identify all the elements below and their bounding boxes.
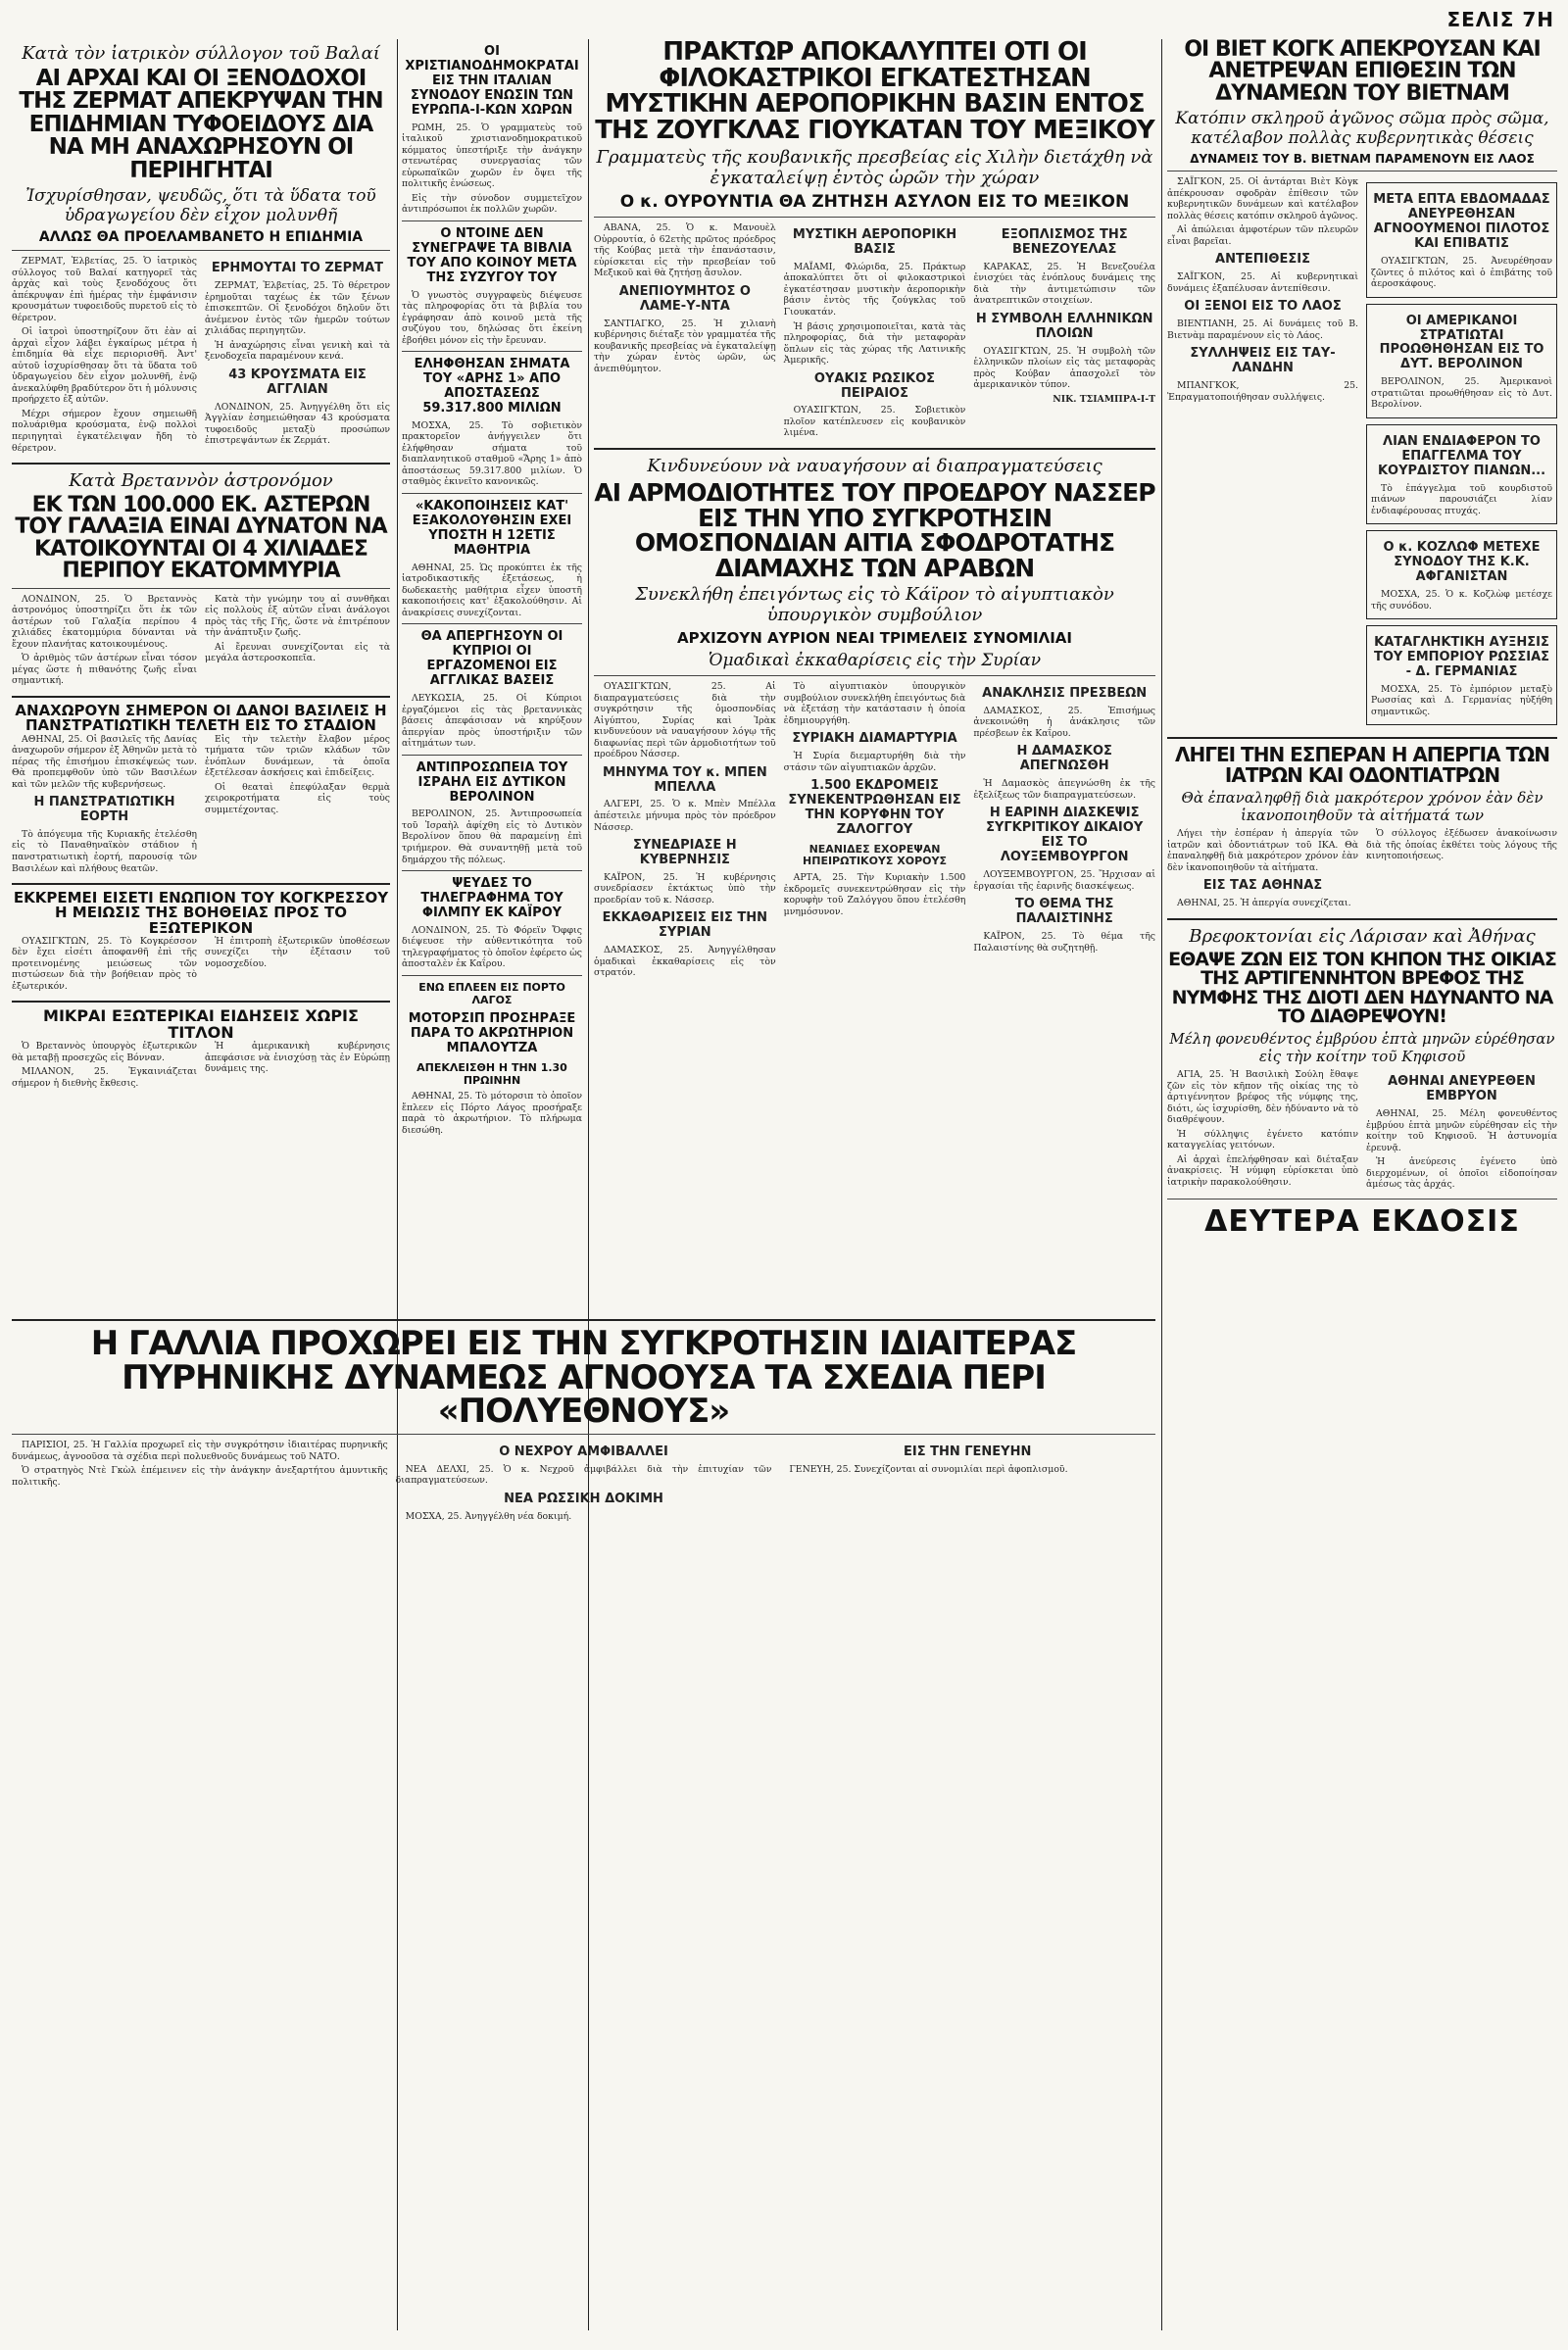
subhead-cabinet: Συνεκλήθη ἐπειγόντως εἰς τὸ Κάϊρον τὸ αἰγυπτιακὸν ὑπουργικὸν συμβούλιον xyxy=(635,584,1114,625)
mini-head-syria-purge: ΕΚΚΑΘΑΡΙΣΕΙΣ ΕΙΣ ΤΗΝ ΣΥΡΙΑΝ xyxy=(602,910,767,941)
article-motorship-body: ΑΘΗΝΑΙ, 25. Τὸ μότορσιπ τὸ ὁποῖον ἔπλεεν εἰς Πόρτο Λάγος προσήραξε παρὰ τὸ ἀκρωτήριον. Τὸ πλήρωμα διεσώθη. xyxy=(402,1091,582,1136)
column-second xyxy=(402,39,582,1303)
headline-schoolgirl: «ΚΑΚΟΠΟΙΗΣΕΙΣ ΚΑΤ' ΕΞΑΚΟΛΟΥΘΗΣΙΝ ΕΧΕΙ ΥΠΟΣΤΗ Η 12ΕΤΙΣ ΜΑΘΗΤΡΙΑ xyxy=(412,498,572,558)
mini-head-soviet-test: ΝΕΑ ΡΩΣΣΙΚΗ ΔΟΚΙΜΗ xyxy=(504,1491,663,1506)
headline-philby: ΨΕΥΔΕΣ ΤΟ ΤΗΛΕΓΡΑΦΗΜΑ ΤΟΥ ΦΙΛΜΠΥ ΕΚ ΚΑΪΡΟΥ xyxy=(420,876,564,920)
headline-motorship: ΜΟΤΟΡΣΙΠ ΠΡΟΣΗΡΑΞΕ ΠΑΡΑ ΤΟ ΑΚΡΩΤΗΡΙΟΝ ΜΠΑΛΟΥΤΖΑ xyxy=(408,1011,576,1056)
subhead-zermatt: Ἰσχυρίσθησαν, ψευδῶς, ὅτι τὰ ὕδατα τοῦ ὑδραγωγείου δὲν εἶχον μολυνθῆ xyxy=(25,186,376,226)
headline-france-nuclear: Η ΓΑΛΛΙΑ ΠΡΟΧΩΡΕΙ ΕΙΣ ΤΗΝ ΣΥΓΚΡΟΤΗΣΙΝ ΙΔΙΑΙΤΕΡΑΣ ΠΥΡΗΝΙΚΗΣ ΔΥΝΑΜΕΩΣ ΑΓΝΟΟΥΣΑ ΤΑ ΣΧΕΔΙΑ ΠΕΡΙ «ΠΟΛΥΕΘΝΟΥΣ» xyxy=(90,1324,1077,1432)
headline-cyprus-strike: ΘΑ ΑΠΕΡΓΗΣΟΥΝ ΟΙ ΚΥΠΡΙΟΙ ΟΙ ΕΡΓΑΖΟΜΕΝΟΙ ΕΙΣ ΑΓΓΛΙΚΑΣ ΒΑΣΕΙΣ xyxy=(420,629,564,689)
mini-head-foreigners: ΟΙ ΞΕΝΟΙ ΕΙΣ ΤΟ ΛΑΟΣ xyxy=(1184,299,1342,315)
subhead-talks: ΑΡΧΙΖΟΥΝ ΑΥΡΙΟΝ ΝΕΑΙ ΤΡΙΜΕΛΕΙΣ ΣΥΝΟΜΙΛΙΑΙ xyxy=(677,629,1072,647)
article-france-body: ΠΑΡΙΣΙΟΙ, 25. Ἡ Γαλλία προχωρεῖ εἰς τὴν συγκρότησιν ἰδιαιτέρας πυρηνικῆς δυνάμεως, ἀγνοοῦσα τὰ σχέδια περὶ πολυεθνοῦς δυνάμεως τοῦ ΝΑΤΟ. Ὁ στρατηγὸς Ντὲ Γκὼλ ἐπέμεινεν εἰς τὴν ἀνάγκην ἀνεξαρτήτου ἀμυντικῆς πολιτικῆς. Ο ΝΕΧΡΟΥ ΑΜΦΙΒΑΛΛΕΙ ΝΕΑ ΔΕΛΧΙ, 25. Ὁ κ. Νεχροῦ ἀμφιβάλλει διὰ τὴν ἐπιτυχίαν τῶν διαπραγματεύσεων. ΝΕΑ ΡΩΣΣΙΚΗ ΔΟΚΙΜΗ ΜΟΣΧΑ, 25. Ἀνηγγέλθη νέα δοκιμή. ΕΙΣ ΤΗΝ ΓΕΝΕΥΗΝ ΓΕΝΕΥΗ, 25. Συνεχίζονται αἱ συνομιλίαι περὶ ἀφοπλισμοῦ. xyxy=(12,1440,1155,1525)
article-doctors-body: Λήγει τὴν ἑσπέραν ἡ ἀπεργία τῶν ἰατρῶν καὶ ὀδοντιάτρων τοῦ ΙΚΑ. Θὰ ἐπαναληφθῇ διὰ μακρότερον χρόνον ἐὰν δὲν ἱκανοποιηθοῦν τὰ αἰτήματα. ΕΙΣ ΤΑΣ ΑΘΗΝΑΣ ΑΘΗΝΑΙ, 25. Ἡ ἀπεργία συνεχίζεται. Ὁ σύλλογος ἐξέδωσεν ἀνακοίνωσιν διὰ τῆς ὁποίας ἐκθέτει τοὺς λόγους τῆς κινητοποιήσεως. xyxy=(1167,828,1557,909)
bottom-band xyxy=(12,1313,1155,2332)
mini-head-lame: ΑΝΕΠΙΟΥΜΗΤΟΣ Ο ΛΑΜΕ-Υ-ΝΤΑ xyxy=(618,283,751,314)
article-israel-body: ΒΕΡΟΛΙΝΟΝ, 25. Ἀντιπροσωπεία τοῦ Ἰσραὴλ ἀφίχθη εἰς τὸ Δυτικὸν Βερολίνον ὅπου θὰ παραμείνῃ ἐπὶ τριήμερον. Θὰ συναντηθῇ μετὰ τοῦ δημάρχου τῆς πόλεως. xyxy=(402,808,582,865)
second-edition: ΔΕΥΤΕΡΑ ΕΚΔΟΣΙΣ xyxy=(1204,1203,1520,1239)
article-congress-body: ΟΥΑΣΙΓΚΤΩΝ, 25. Τὸ Κογκρέσσον δὲν ἔχει εἰσέτι ἀποφανθῆ ἐπὶ τῆς προτεινομένης μειώσεως τῶν πιστώσεων διὰ τὴν βοήθειαν πρὸς τὸ ἐξωτερικόν. Ἡ ἐπιτροπὴ ἐξωτερικῶν ὑποθέσεων συνεχίζει τὴν ἐξέτασιν τοῦ νομοσχεδίου. xyxy=(12,935,390,992)
headline-galaxy: ΕΚ ΤΩΝ 100.000 ΕΚ. ΑΣΤΕΡΩΝ ΤΟΥ ΓΑΛΑΞΙΑ ΕΙΝΑΙ ΔΥΝΑΤΟΝ ΝΑ ΚΑΤΟΙΚΟΥΝΤΑΙ ΟΙ 4 ΧΙΛΙΑΔΕΣ ΠΕΡΙΠΟΥ ΕΚΑΤΟΜΜΥΡΙΑ xyxy=(15,493,387,584)
article-schoolgirl-body: ΑΘΗΝΑΙ, 25. Ὡς προκύπτει ἐκ τῆς ἰατροδικαστικῆς ἐξετάσεως, ἡ δωδεκαετὴς μαθήτρια εἶχεν ὑποστῆ κακοποιήσεις κατ' ἐξακολούθησιν. Αἱ ἀνακρίσεις συνεχίζονται. xyxy=(402,562,582,618)
headline-luxembourg: Η ΕΑΡΙΝΗ ΔΙΑΣΚΕΨΙΣ ΣΥΓΚΡΙΤΙΚΟΥ ΔΙΚΑΙΟΥ ΕΙΣ ΤΟ ΛΟΥΞΕΜΒΟΥΡΓΟΝ xyxy=(986,806,1144,865)
subhead-kifisos: Μέλη φονευθέντος ἐμβρύου ἑπτὰ μηνῶν εὑρέθησαν εἰς τὴν κοίτην τοῦ Κηφισοῦ xyxy=(1169,1030,1555,1066)
box-american-soldiers: ΟΙ ΑΜΕΡΙΚΑΝΟΙ ΣΤΡΑΤΙΩΤΑΙ ΠΡΟΩΘΗΘΗΣΑΝ ΕΙΣ ΤΟ ΔΥΤ. ΒΕΡΟΛΙΝΟΝ ΒΕΡΟΛΙΝΟΝ, 25. Ἀμερικανοὶ στρατιῶται προωθήθησαν εἰς τὸ Δυτ. Βερολίνον. xyxy=(1366,304,1557,418)
kicker-astronomer: Κατὰ Βρεταννὸν ἀστρονόμον xyxy=(69,470,333,492)
headline-christian-democrats: ΟΙ ΧΡΙΣΤΙΑΝΟΔΗΜΟΚΡΑΤΑΙ ΕΙΣ ΤΗΝ ΙΤΑΛΙΑΝ ΣΥΝΟΔΟΥ ΕΝΩΣΙΝ ΤΩΝ ΕΥΡΩΠΑ-Ι-ΚΩΝ ΧΩΡΩΝ xyxy=(405,44,579,118)
mini-head-ambassadors: ΑΝΑΚΛΗΣΙΣ ΠΡΕΣΒΕΩΝ xyxy=(982,686,1148,701)
kicker-balai: Κατὰ τὸν ἰατρικὸν σύλλογον τοῦ Βαλαί xyxy=(22,43,380,64)
article-castro-body: ΑΒΑΝΑ, 25. Ὁ κ. Μανουὲλ Οὐρρουτία, ὁ 62ετὴς πρῶτος πρόεδρος τῆς Κούβας μετὰ τὴν ἐπανάστασιν, εὑρίσκεται εἰς τὴν πρεσβείαν τοῦ Μεξικοῦ καὶ θὰ ζητήσῃ ἄσυλον. ΑΝΕΠΙΟΥΜΗΤΟΣ Ο ΛΑΜΕ-Υ-ΝΤΑ ΣΑΝΤΙΑΓΚΟ, 25. Ἡ χιλιανὴ κυβέρνησις διέταξε τὸν γραμματέα τῆς κουβανικῆς πρεσβείας νὰ ἐγκαταλείψῃ τὴν χώραν ἐντὸς ὡρῶν, ὡς ἀνεπιθύμητον. ΜΥΣΤΙΚΗ ΑΕΡΟΠΟΡΙΚΗ ΒΑΣΙΣ ΜΑΪΑΜΙ, Φλώριδα, 25. Πράκτωρ ἀποκαλύπτει ὅτι οἱ φιλοκαστρικοὶ ἐγκατέστησαν μυστικὴν ἀεροπορικὴν βάσιν ἐντὸς τῆς ζούγκλας τοῦ Γιουκατάν. Ἡ βάσις χρησιμοποιεῖται, κατὰ τὰς πληροφορίας, διὰ τὴν μεταφορὰν ὅπλων εἰς τὰς χώρας τῆς Λατινικῆς Ἀμερικῆς. ΟΥΑΚΙΣ ΡΩΣΙΚΟΣ ΠΕΙΡΑΙΟΣ ΟΥΑΣΙΓΚΤΩΝ, 25. Σοβιετικὸν πλοῖον κατέπλευσεν εἰς κουβανικὸν λιμένα. ΕΞΟΠΛΙΣΜΟΣ ΤΗΣ ΒΕΝΕΖΟΥΕΛΑΣ ΚΑΡΑΚΑΣ, 25. Ἡ Βενεζουέλα ἐνισχύει τὰς ἐνόπλους δυνάμεις της διὰ τὴν ἀντιμετώπισιν τῶν ἀνατρεπτικῶν στοιχείων. Η ΣΥΜΒΟΛΗ ΕΛΛΗΝΙΚΩΝ ΠΛΟΙΩΝ ΟΥΑΣΙΓΚΤΩΝ, 25. Ἡ συμβολὴ τῶν ἑλληνικῶν πλοίων εἰς τὰς μεταφορὰς πρὸς Κούβαν ἀπασχολεῖ τὸν ἀμερικανικὸν τύπον. ΝΙΚ. ΤΣΙΑΜΠΡΑ-Ι-Τ xyxy=(594,222,1155,439)
mini-head-geneva: ΕΙΣ ΤΗΝ ΓΕΝΕΥΗΝ xyxy=(903,1444,1032,1460)
byline: ΝΙΚ. ΤΣΙΑΜΠΡΑ-Ι-Τ xyxy=(1053,393,1155,405)
mini-head-embryo: ΑΘΗΝΑΙ ΑΝΕΥΡΕΘΕΝ ΕΜΒΡΥΟΝ xyxy=(1388,1074,1536,1104)
column-rule xyxy=(1161,39,1162,2330)
subhead-urrutia: Ο κ. ΟΥΡΟΥΝΤΙΑ ΘΑ ΖΗΤΗΣΗ ΑΣΥΛΟΝ ΕΙΣ ΤΟ ΜΕΞΙΚΟΝ xyxy=(619,192,1130,213)
mini-head-counterattack: ΑΝΤΕΠΙΘΕΣΙΣ xyxy=(1215,252,1310,268)
box-pilot: ΜΕΤΑ ΕΠΤΑ ΕΒΔΟΜΑΔΑΣ ΑΝΕΥΡΕΘΗΣΑΝ ΑΓΝΟΟΥΜΕΝΟΙ ΠΙΛΟΤΟΣ ΚΑΙ ΕΠΙΒΑΤΙΣ ΟΥΑΣΙΓΚΤΩΝ, 25. Ἀνευρέθησαν ζῶντες ὁ πιλότος καὶ ὁ ἐπιβάτης τοῦ ἀεροσκάφους. xyxy=(1366,182,1557,297)
headline-zermatt: ΑΙ ΑΡΧΑΙ ΚΑΙ ΟΙ ΞΕΝΟΔΟΧΟΙ ΤΗΣ ΖΕΡΜΑΤ ΑΠΕΚΡΥΨΑΝ ΤΗΝ ΕΠΙΔΗΜΙΑΝ ΤΥΦΟΕΙΔΟΥΣ ΔΙΑ ΝΑ ΜΗ ΑΝΑΧΩΡΗΣΟΥΝ ΟΙ ΠΕΡΙΗΓΗΤΑΙ xyxy=(19,66,383,183)
article-philby-body: ΛΟΝΔΙΝΟΝ, 25. Τὸ Φόρεϊν Ὄφφις διέψευσε τὴν αὐθεντικότητα τοῦ τηλεγραφήματος τὸ ὁποῖον ἐφέρετο ὡς ἀποσταλὲν ἐκ Καΐρου. xyxy=(402,924,582,970)
mini-head-government: ΣΥΝΕΔΡΙΑΣΕ Η ΚΥΒΕΡΝΗΣΙΣ xyxy=(632,838,737,867)
headline-israel-berlin: ΑΝΤΙΠΡΟΣΩΠΕΙΑ ΤΟΥ ΙΣΡΑΗΛ ΕΙΣ ΔΥΤΙΚΟΝ ΒΕΡΟΛΙΝΟΝ xyxy=(416,759,568,805)
subhead-north-vietnam: ΔΥΝΑΜΕΙΣ ΤΟΥ Β. ΒΙΕΤΝΑΜ ΠΑΡΑΜΕΝΟΥΝ ΕΙΣ ΛΑΟΣ xyxy=(1190,152,1535,167)
article-galaxy-body: ΛΟΝΔΙΝΟΝ, 25. Ὁ Βρεταννὸς ἀστρονόμος ὑποστηρίζει ὅτι ἐκ τῶν ἀστέρων τοῦ Γαλαξία περίπου 4 χιλιάδες ἑκατομμύρια δύνανται νὰ ἔχουν πλανήτας κατοικουμένους. Ὁ ἀριθμὸς τῶν ἀστέρων εἶναι τόσον μέγας ὥστε ἡ πιθανότης ζωῆς εἶναι σημαντική. Κατὰ τὴν γνώμην του αἱ συνθῆκαι εἰς πολλοὺς ἐξ αὐτῶν εἶναι ἀνάλογοι πρὸς τὰς τῆς Γῆς, ὥστε νὰ ἐπιτρέπουν τὴν ἀνάπτυξιν ζωῆς. Αἱ ἔρευναι συνεχίζονται εἰς τὰ μεγάλα ἀστεροσκοπεῖα. xyxy=(12,593,390,687)
box-trade: ΚΑΤΑΓΛΗΚΤΙΚΗ ΑΥΞΗΣΙΣ ΤΟΥ ΕΜΠΟΡΙΟΥ ΡΩΣΣΙΑΣ - Δ. ΓΕΡΜΑΝΙΑΣ ΜΟΣΧΑ, 25. Τὸ ἐμπόριον μεταξὺ Ρωσσίας καὶ Δ. Γερμανίας ηὐξήθη σημαντικῶς. xyxy=(1366,625,1557,725)
subhead-doctors: Θὰ ἐπαναληφθῇ διὰ μακρότερον χρόνον ἐὰν δὲν ἱκανοποιηθοῦν τὰ αἰτήματά των xyxy=(1181,789,1544,825)
headline-zalongo: 1.500 ΕΚΔΡΟΜΕΙΣ ΣΥΝΕΚΕΝΤΡΩΘΗΣΑΝ ΕΙΣ ΤΗΝ ΚΟΡΥΦΗΝ ΤΟΥ ΖΑΛΟΓΓΟΥ xyxy=(788,778,961,837)
headline-doctors-strike: ΛΗΓΕΙ ΤΗΝ ΕΣΠΕΡΑΝ Η ΑΠΕΡΓΙΑ ΤΩΝ ΙΑΤΡΩΝ ΚΑΙ ΟΔΟΝΤΙΑΤΡΩΝ xyxy=(1175,743,1549,787)
headline-infant: ΕΘΑΨΕ ΖΩΝ ΕΙΣ ΤΟΝ ΚΗΠΟΝ ΤΗΣ ΟΙΚΙΑΣ ΤΗΣ ΑΡΤΙΓΕΝΝΗΤΟΝ ΒΡΕΦΟΣ ΤΗΣ ΝΥΜΦΗΣ ΤΗΣ ΔΙΟΤΙ ΔΕΝ ΗΔΥΝΑΝΤΟ ΝΑ ΤΟ ΔΙΑΘΡΕΨΟΥΝ! xyxy=(1168,948,1556,1027)
subhead-zalongo: ΝΕΑΝΙΔΕΣ ΕΧΟΡΕΨΑΝ ΗΠΕΙΡΩΤΙΚΟΥΣ ΧΟΡΟΥΣ xyxy=(803,842,947,868)
mini-head-syria-protest: ΣΥΡΙΑΚΗ ΔΙΑΜΑΡΤΥΡΙΑ xyxy=(792,731,957,747)
mini-head-venezuela: ΕΞΟΠΛΙΣΜΟΣ ΤΗΣ ΒΕΝΕΖΟΥΕΛΑΣ xyxy=(1001,227,1128,257)
subhead-zermatt-caps: ΑΛΛΩΣ ΘΑ ΠΡΟΕΛΑΜΒΑΝΕΤΟ Η ΕΠΙΔΗΜΙΑ xyxy=(38,229,364,246)
mini-head-nehru: Ο ΝΕΧΡΟΥ ΑΜΦΙΒΑΛΛΕΙ xyxy=(499,1444,668,1460)
column-left xyxy=(12,39,390,1303)
mini-head-greek-ships: Η ΣΥΜΒΟΛΗ ΕΛΛΗΝΙΚΩΝ ΠΛΟΙΩΝ xyxy=(975,312,1153,341)
page-number: ΣΕΛΙΣ 7Η xyxy=(1446,8,1554,31)
headline-castro-base: ΠΡΑΚΤΩΡ ΑΠΟΚΑΛΥΠΤΕΙ ΟΤΙ ΟΙ ΦΙΛΟΚΑΣΤΡΙΚΟΙ ΕΓΚΑΤΕΣΤΗΣΑΝ ΜΥΣΤΙΚΗΝ ΑΕΡΟΠΟΡΙΚΗΝ ΒΑΣΙΝ ΕΝΤΟΣ ΤΗΣ ΖΟΥΓΚΛΑΣ ΓΙΟΥΚΑΤΑΝ ΤΟΥ ΜΕΞΙΚΟΥ xyxy=(595,39,1154,145)
subhead-hand-to-hand: Κατόπιν σκληροῦ ἀγῶνος σῶμα πρὸς σῶμα, κατέλαβον πολλὰς κυβερνητικὰς θέσεις xyxy=(1175,109,1549,149)
article-dwinet-body: Ὁ γνωστὸς συγγραφεὺς διέψευσε τὰς πληροφορίας ὅτι τὰ βιβλία του ἐγράφησαν ἀπὸ κοινοῦ μετὰ τῆς συζύγου του, δηλώσας ὅτι ἐκείνη ἐβοήθει μόνον εἰς τὴν ἔρευναν. xyxy=(402,289,582,346)
headline-dwinet: Ο ΝΤΟΙΝΕ ΔΕΝ ΣΥΝΕΓΡΑΨΕ ΤΑ ΒΙΒΛΙΑ ΤΟΥ ΑΠΟ ΚΟΙΝΟΥ ΜΕΤΑ ΤΗΣ ΣΥΖΥΓΟΥ ΤΟΥ xyxy=(407,225,577,285)
mini-head-festival: Η ΠΑΝΣΤΡΑΤΙΩΤΙΚΗ ΕΟΡΤΗ xyxy=(33,795,175,825)
subhead-cuban-embassy: Γραμματεὺς τῆς κουβανικῆς πρεσβείας εἰς Χιλὴν διετάχθη νὰ ἐγκαταλείψῃ ἐντὸς ὡρῶν τὴν χώραν xyxy=(596,147,1153,189)
headline-danish-kings: ΑΝΑΧΩΡΟΥΝ ΣΗΜΕΡΟΝ ΟΙ ΔΑΝΟΙ ΒΑΣΙΛΕΙΣ Η ΠΑΝΣΤΡΑΤΙΩΤΙΚΗ ΤΕΛΕΤΗ ΕΙΣ ΤΟ ΣΤΑΔΙΟΝ xyxy=(15,701,387,735)
kicker-infanticide: Βρεφοκτονίαι εἰς Λάρισαν καὶ Ἀθήνας xyxy=(1189,925,1536,947)
headline-congress: ΕΚΚΡΕΜΕΙ ΕΙΣΕΤΙ ΕΝΩΠΙΟΝ ΤΟΥ ΚΟΓΚΡΕΣΣΟΥ Η ΜΕΙΩΣΙΣ ΤΗΣ ΒΟΗΘΕΙΑΣ ΠΡΟΣ ΤΟ ΕΞΩΤΕΡΙΚΟΝ xyxy=(13,889,389,937)
article-infant-body: ΑΓΙΑ, 25. Ἡ Βασιλικὴ Σούλη ἔθαψε ζῶν εἰς τὸν κῆπον τῆς οἰκίας της τὸ ἀρτιγέννητον βρέφος τῆς νύμφης της, διότι, ὡς ἰσχυρίσθη, δὲν ἠδύναντο νὰ τὸ διαθρέψουν. Ἡ σύλληψις ἐγένετο κατόπιν καταγγελίας γειτόνων. Αἱ ἀρχαὶ ἐπελήφθησαν καὶ διέταξαν ἀνακρίσεις. Ἡ νύμφη εὑρίσκεται ὑπὸ ἰατρικὴν παρακολούθησιν. ΑΘΗΝΑΙ ΑΝΕΥΡΕΘΕΝ ΕΜΒΡΥΟΝ ΑΘΗΝΑΙ, 25. Μέλη φονευθέντος ἐμβρύου ἑπτὰ μηνῶν εὑρέθησαν εἰς τὴν κοίτην τοῦ Κηφισοῦ. Ἡ ἀστυνομία ἐρευνᾷ. Ἡ ἀνεύρεσις ἐγένετο ὑπὸ διερχομένων, οἱ ὁποῖοι εἰδοποίησαν ἀμέσως τὰς ἀρχάς. xyxy=(1167,1069,1557,1191)
box-kozlov: Ο κ. ΚΟΖΛΩΦ ΜΕΤΕΧΕ ΣΥΝΟΔΟΥ ΤΗΣ Κ.Κ. ΑΦΓΑΝΙΣΤΑΝ ΜΟΣΧΑ, 25. Ὁ κ. Κοζλὼφ μετέσχε τῆς συνόδου. xyxy=(1366,530,1557,619)
article-mars-body: ΜΟΣΧΑ, 25. Τὸ σοβιετικὸν πρακτορεῖον ἀνήγγειλεν ὅτι ἐλήφθησαν σήματα τοῦ διαπλανητικοῦ σταθμοῦ «Ἄρης 1» ἀπὸ ἀποστάσεως 59.317.800 μιλίων. Ὁ σταθμὸς ἐκινεῖτο κανονικῶς. xyxy=(402,419,582,488)
article-danish-body: ΑΘΗΝΑΙ, 25. Οἱ βασιλεῖς τῆς Δανίας ἀναχωροῦν σήμερον ἐξ Ἀθηνῶν μετὰ τὸ πέρας τῆς ἐπισήμου ἐπισκέψεώς των. Θὰ προπεμφθοῦν ὑπὸ τῶν Βασιλέων καὶ τῶν μελῶν τῆς κυβερνήσεως. Η ΠΑΝΣΤΡΑΤΙΩΤΙΚΗ ΕΟΡΤΗ Τὸ ἀπόγευμα τῆς Κυριακῆς ἐτελέσθη εἰς τὸ Παναθηναϊκὸν στάδιον ἡ πανστρατιωτικὴ ἑορτή, παρουσίᾳ τῶν Βασιλέων καὶ πλήθους θεατῶν. Εἰς τὴν τελετὴν ἔλαβον μέρος τμήματα τῶν τριῶν κλάδων τῶν ἐνόπλων δυνάμεων, τὰ ὁποῖα ἐξετέλεσαν ἀσκήσεις καὶ ἐπιδείξεις. Οἱ θεαταὶ ἐπεφύλαξαν θερμὰ χειροκροτήματα εἰς τοὺς συμμετέχοντας. xyxy=(12,733,390,874)
headline-nasser: ΑΙ ΑΡΜΟΔΙΟΤΗΤΕΣ ΤΟΥ ΠΡΟΕΔΡΟΥ ΝΑΣΣΕΡ ΕΙΣ ΤΗΝ ΥΠΟ ΣΥΓΚΡΟΤΗΣΙΝ ΟΜΟΣΠΟΝΔΙΑΝ ΑΙΤΙΑ ΣΦΟΔΡΟΤΑΤΗΣ ΔΙΑΜΑΧΗΣ ΤΩΝ ΑΡΑΒΩΝ xyxy=(594,478,1155,582)
subhead-motorship: ΑΠΕΚΛΕΙΣΘΗ Η ΤΗΝ 1.30 ΠΡΩΙΝΗΝ xyxy=(416,1061,567,1087)
headline-viet-cong: ΟΙ ΒΙΕΤ ΚΟΓΚ ΑΠΕΚΡΟΥΣΑΝ ΚΑΙ ΑΝΕΤΡΕΨΑΝ ΕΠΙΘΕΣΙΝ ΤΩΝ ΔΥΝΑΜΕΩΝ ΤΟΥ ΒΙΕΤΝΑΜ xyxy=(1184,39,1541,106)
subhead-purges: Ὁμαδικαὶ ἐκκαθαρίσεις εἰς τὴν Συρίαν xyxy=(708,651,1042,670)
kicker-porto-lagos: ΕΝΩ ΕΠΛΕΕΝ ΕΙΣ ΠΟΡΤΟ ΛΑΓΟΣ xyxy=(418,980,565,1006)
headline-brief-news: ΜΙΚΡΑΙ ΕΞΩΤΕΡΙΚΑΙ ΕΙΔΗΣΕΙΣ ΧΩΡΙΣ ΤΙΤΛΟΝ xyxy=(43,1006,359,1042)
article-brief-body: Ὁ Βρεταννὸς ὑπουργὸς ἐξωτερικῶν θὰ μεταβῇ προσεχῶς εἰς Βόνναν. ΜΙΛΑΝΟΝ, 25. Ἐγκαινιάζεται σήμερον ἡ διεθνὴς ἔκθεσις. Ἡ ἀμερικανικὴ κυβέρνησις ἀπεφάσισε νὰ ἐνισχύσῃ τὰς ἐν Εὐρώπῃ δυνάμεις της. xyxy=(12,1041,390,1089)
article-nasser-body: ΟΥΑΣΙΓΚΤΩΝ, 25. Αἱ διαπραγματεύσεις διὰ τὴν συγκρότησιν τῆς ὁμοσπονδίας Αἰγύπτου, Συρίας καὶ Ἰρὰκ κινδυνεύουν νὰ ναυαγήσουν λόγῳ τῆς διαφωνίας περὶ τῶν ἁρμοδιοτήτων τοῦ προέδρου Νάσσερ. ΜΗΝΥΜΑ ΤΟΥ κ. ΜΠΕΝ ΜΠΕΛΛΑ ΑΛΓΕΡΙ, 25. Ὁ κ. Μπὲν Μπέλλα ἀπέστειλε μήνυμα πρὸς τὸν πρόεδρον Νάσσερ. ΣΥΝΕΔΡΙΑΣΕ Η ΚΥΒΕΡΝΗΣΙΣ ΚΑΪΡΟΝ, 25. Ἡ κυβέρνησις συνεδρίασεν ἐκτάκτως ὑπὸ τὴν προεδρίαν τοῦ κ. Νάσσερ. ΕΚΚΑΘΑΡΙΣΕΙΣ ΕΙΣ ΤΗΝ ΣΥΡΙΑΝ ΔΑΜΑΣΚΟΣ, 25. Ἀνηγγέλθησαν ὁμαδικαὶ ἐκκαθαρίσεις εἰς τὸν στρατόν. Τὸ αἰγυπτιακὸν ὑπουργικὸν συμβούλιον συνεκλήθη ἐπειγόντως διὰ νὰ ἐξετάσῃ τὴν κατάστασιν ἡ ὁποία ἐδημιουργήθη. ΣΥΡΙΑΚΗ ΔΙΑΜΑΡΤΥΡΙΑ Ἡ Συρία διεμαρτυρήθη διὰ τὴν στάσιν τῶν αἰγυπτιακῶν ἀρχῶν. 1.500 ΕΚΔΡΟΜΕΙΣ ΣΥΝΕΚΕΝΤΡΩΘΗΣΑΝ ΕΙΣ ΤΗΝ ΚΟΡΥΦΗΝ ΤΟΥ ΖΑΛΟΓΓΟΥ ΝΕΑΝΙΔΕΣ ΕΧΟΡΕΨΑΝ ΗΠΕΙΡΩΤΙΚΟΥΣ ΧΟΡΟΥΣ ΑΡΤΑ, 25. Τὴν Κυριακὴν 1.500 ἐκδρομεῖς συνεκεντρώθησαν εἰς τὴν κορυφὴν τοῦ Ζαλόγγου ὅπου ἐτελέσθη μνημόσυνον. ΑΝΑΚΛΗΣΙΣ ΠΡΕΣΒΕΩΝ ΔΑΜΑΣΚΟΣ, 25. Ἐπισήμως ἀνεκοινώθη ἡ ἀνάκλησις τῶν πρέσβεων ἐκ Καΐρου. Η ΔΑΜΑΣΚΟΣ ΑΠΕΓΝΩΣΘΗ Ἡ Δαμασκὸς ἀπεγνώσθη ἐκ τῆς ἐξελίξεως τῶν διαπραγματεύσεων. Η ΕΑΡΙΝΗ ΔΙΑΣΚΕΨΙΣ ΣΥΓΚΡΙΤΙΚΟΥ ΔΙΚΑΙΟΥ ΕΙΣ ΤΟ ΛΟΥΞΕΜΒΟΥΡΓΟΝ ΛΟΥΞΕΜΒΟΥΡΓΟΝ, 25. Ἤρχισαν αἱ ἐργασίαι τῆς ἐαρινῆς διασκέψεως. ΤΟ ΘΕΜΑ ΤΗΣ ΠΑΛΑΙΣΤΙΝΗΣ ΚΑΪΡΟΝ, 25. Τὸ θέμα τῆς Παλαιστίνης θὰ συζητηθῇ. xyxy=(594,681,1155,979)
headline-mars-signals: ΕΛΗΦΘΗΣΑΝ ΣΗΜΑΤΑ ΤΟΥ «ΑΡΗΣ 1» ΑΠΟ ΑΠΟΣΤΑΣΕΩΣ 59.317.800 ΜΙΛΙΩΝ xyxy=(414,357,570,416)
box-piano-tuner: ΛΙΑΝ ΕΝΔΙΑΦΕΡΟΝ ΤΟ ΕΠΑΓΓΕΛΜΑ ΤΟΥ ΚΟΥΡΔΙΣΤΟΥ ΠΙΑΝΩΝ... Τὸ ἐπάγγελμα τοῦ κουρδιστοῦ πιάνων παρουσιάζει λίαν ἐνδιαφέρουσας πτυχάς. xyxy=(1366,424,1557,524)
mini-head-secret-base: ΜΥΣΤΙΚΗ ΑΕΡΟΠΟΡΙΚΗ ΒΑΣΙΣ xyxy=(792,227,957,257)
article-cyprus-body: ΛΕΥΚΩΣΙΑ, 25. Οἱ Κύπριοι ἐργαζόμενοι εἰς τὰς βρεταννικὰς βάσεις ἀπεφάσισαν νὰ κηρύξουν ἀπεργίαν πρὸς ὑποστήριξιν τῶν αἰτημάτων των. xyxy=(402,693,582,750)
mini-head-damascus: Η ΔΑΜΑΣΚΟΣ ΑΠΕΓΝΩΣΘΗ xyxy=(1016,744,1112,774)
mini-head-athens: ΕΙΣ ΤΑΣ ΑΘΗΝΑΣ xyxy=(1202,878,1323,894)
article-zermatt-body: ΖΕΡΜΑΤ, Ἑλβετίας, 25. Ὁ ἰατρικὸς σύλλογος τοῦ Βαλαί κατηγορεῖ τὰς ἀρχὰς καὶ τοὺς ξενοδόχους ὅτι ἀπέκρυψαν ἐπὶ ἡμέρας τὴν ἐμφάνισιν κρουσμάτων τυφοειδοῦς πυρετοῦ εἰς τὸ θέρετρον. Οἱ ἰατροὶ ὑποστηρίζουν ὅτι ἐὰν αἱ ἀρχαὶ εἶχον λάβει ἐγκαίρως μέτρα ἡ ἐπιδημία θὰ εἶχε περιορισθῆ. Ἀντ' αὐτοῦ ἰσχυρίσθησαν ὅτι τὰ ὕδατα τοῦ ὑδραγωγείου δὲν εἶχον μολυνθῆ, ἐνῷ ἀνεκαλύφθη βραδύτερον ὅτι ἡ μόλυνσις προήρχετο ἐξ αὐτῶν. Μέχρι σήμερον ἔχουν σημειωθῆ πολυάριθμα κρούσματα, ἐνῷ πολλοὶ περιηγηταὶ ἐγκατέλειψαν ἤδη τὸ θέρετρον. ΕΡΗΜΟΥΤΑΙ ΤΟ ΖΕΡΜΑΤ ΖΕΡΜΑΤ, Ἑλβετίας, 25. Τὸ θέρετρον ἐρημοῦται ταχέως ἐκ τῶν ξένων ἐπισκεπτῶν. Οἱ ξενοδόχοι δηλοῦν ὅτι ἀνέμενον ἐντὸς τῶν ἡμερῶν τούτων χιλιάδας περιηγητῶν. Ἡ ἀναχώρησις εἶναι γενικὴ καὶ τὰ ξενοδοχεῖα παραμένουν κενά. 43 ΚΡΟΥΣΜΑΤΑ ΕΙΣ ΑΓΓΛΙΑΝ ΛΟΝΔΙΝΟΝ, 25. Ἀνηγγέλθη ὅτι εἰς Ἀγγλίαν ἐσημειώθησαν 43 κρούσματα τυφοειδοῦς μεταξὺ προσώπων ἐπιστρεψάντων ἐκ Ζερμάτ. xyxy=(12,256,390,454)
mini-head-soviet-ship: ΟΥΑΚΙΣ ΡΩΣΙΚΟΣ ΠΕΙΡΑΙΟΣ xyxy=(813,370,936,401)
column-center xyxy=(594,39,1155,1303)
mini-head-thailand: ΣΥΛΛΗΨΕΙΣ ΕΙΣ ΤΑΥ-ΛΑΝΔΗΝ xyxy=(1190,346,1336,376)
mini-head-palestine: ΤΟ ΘΕΜΑ ΤΗΣ ΠΑΛΑΙΣΤΙΝΗΣ xyxy=(1014,897,1114,927)
column-right xyxy=(1167,39,1557,2332)
article-vietnam-body: ΣΑΪΓΚΟΝ, 25. Οἱ ἀντάρται Βιὲτ Κὸγκ ἀπέκρουσαν σφοδρὰν ἐπίθεσιν τῶν κυβερνητικῶν δυνάμεων καὶ κατέλαβον πολλὰς θέσεις κατόπιν σκληροῦ ἀγῶνος. Αἱ ἀπώλειαι ἀμφοτέρων τῶν πλευρῶν εἶναι βαρεῖαι. ΑΝΤΕΠΙΘΕΣΙΣ ΣΑΪΓΚΟΝ, 25. Αἱ κυβερνητικαὶ δυνάμεις ἐξαπέλυσαν ἀντεπίθεσιν. ΟΙ ΞΕΝΟΙ ΕΙΣ ΤΟ ΛΑΟΣ ΒΙΕΝΤΙΑΝΗ, 25. Αἱ δυνάμεις τοῦ Β. Βιετνὰμ παραμένουν εἰς τὸ Λάος. ΣΥΛΛΗΨΕΙΣ ΕΙΣ ΤΑΥ-ΛΑΝΔΗΝ ΜΠΑΝΓΚΟΚ, 25. Ἐπραγματοποιήθησαν συλλήψεις. ΜΕΤΑ ΕΠΤΑ ΕΒΔΟΜΑΔΑΣ ΑΝΕΥΡΕΘΗΣΑΝ ΑΓΝΟΟΥΜΕΝΟΙ ΠΙΛΟΤΟΣ ΚΑΙ ΕΠΙΒΑΤΙΣ ΟΥΑΣΙΓΚΤΩΝ, 25. Ἀνευρέθησαν ζῶντες ὁ πιλότος καὶ ὁ ἐπιβάτης τοῦ ἀεροσκάφους. ΟΙ ΑΜΕΡΙΚΑΝΟΙ ΣΤΡΑΤΙΩΤΑΙ ΠΡΟΩΘΗΘΗΣΑΝ ΕΙΣ ΤΟ ΔΥΤ. ΒΕΡΟΛΙΝΟΝ ΒΕΡΟΛΙΝΟΝ, 25. Ἀμερικανοὶ στρατιῶται προωθήθησαν εἰς τὸ Δυτ. Βερολίνον. ΛΙΑΝ ΕΝΔΙΑΦΕΡΟΝ ΤΟ ΕΠΑΓΓΕΛΜΑ ΤΟΥ ΚΟΥΡΔΙΣΤΟΥ ΠΙΑΝΩΝ... Τὸ ἐπάγγελμα τοῦ κουρδιστοῦ πιάνων παρουσιάζει λίαν ἐνδιαφέρουσας πτυχάς. Ο κ. ΚΟΖΛΩΦ ΜΕΤΕΧΕ ΣΥΝΟΔΟΥ ΤΗΣ Κ.Κ. ΑΦΓΑΝΙΣΤΑΝ ΜΟΣΧΑ, 25. Ὁ κ. Κοζλὼφ μετέσχε τῆς συνόδου. ΚΑΤΑΓΛΗΚΤΙΚΗ ΑΥΞΗΣΙΣ ΤΟΥ ΕΜΠΟΡΙΟΥ ΡΩΣΣΙΑΣ - Δ. ΓΕΡΜΑΝΙΑΣ ΜΟΣΧΑ, 25. Τὸ ἐμπόριον μεταξὺ Ρωσσίας καὶ Δ. Γερμανίας ηὐξήθη σημαντικῶς. xyxy=(1167,176,1557,731)
mini-head-ben-bella: ΜΗΝΥΜΑ ΤΟΥ κ. ΜΠΕΝ ΜΠΕΛΛΑ xyxy=(602,764,767,795)
mini-head-zermatt: ΕΡΗΜΟΥΤΑΙ ΤΟ ΖΕΡΜΑΤ xyxy=(211,261,384,276)
kicker-negotiations: Κινδυνεύουν νὰ ναυαγήσουν αἱ διαπραγματεύσεις xyxy=(647,456,1102,476)
mini-head-england: 43 ΚΡΟΥΣΜΑΤΑ ΕΙΣ ΑΓΓΛΙΑΝ xyxy=(228,367,367,397)
article-christian-democrats-body: ΡΩΜΗ, 25. Ὁ γραμματεὺς τοῦ ἰταλικοῦ χριστιανοδημοκρατικοῦ κόμματος ὑπεστήριξε τὴν ἀνάγκην στενωτέρας συνεργασίας τῶν εὐρωπαϊκῶν χωρῶν ἐν ὄψει τῆς πολιτικῆς ἑνώσεως. Εἰς τὴν σύνοδον συμμετεῖχον ἀντιπρόσωποι ἐκ πολλῶν χωρῶν. xyxy=(402,122,582,216)
